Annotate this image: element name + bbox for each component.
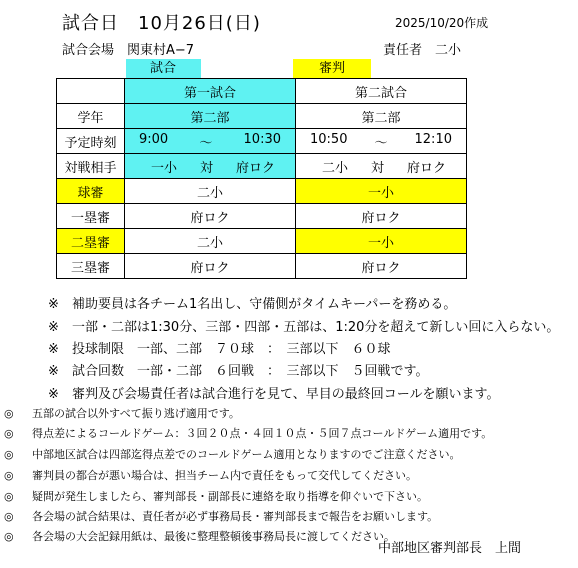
- game2-third-base: 府ロク: [296, 254, 467, 279]
- game1-time-sep: 〜: [199, 135, 213, 151]
- game-tag: 試合: [126, 59, 201, 78]
- note-item: [48, 316, 559, 335]
- created-date: 2025/10/20作成: [395, 16, 489, 30]
- game1-plate-umpire: 二小: [125, 179, 296, 204]
- game1-first-base: 府ロク: [125, 204, 296, 229]
- table-row: [57, 154, 467, 179]
- bullet-mark: ◎: [4, 530, 14, 543]
- bullet-mark: ◎: [4, 407, 14, 420]
- note-text: 審判及び会場責任者は試合進行を見て、早目の最終回コールを願います。: [72, 387, 500, 402]
- row-label-second-base: 二塁審: [57, 229, 125, 254]
- table-row: [57, 254, 467, 279]
- referee-tag: 審判: [293, 59, 371, 78]
- game2-grade: 第二部: [296, 104, 467, 129]
- game2-time-sep: 〜: [374, 135, 388, 151]
- note-mark: ※: [48, 387, 59, 402]
- row-label-time: 予定時刻: [57, 129, 125, 154]
- bullet-item: [4, 508, 438, 524]
- game1-start-time: 9:00: [139, 131, 169, 147]
- bullet-item: [4, 405, 240, 421]
- venue-label: 試合会場 関東村A−7: [62, 43, 195, 58]
- row-label-grade: 学年: [57, 104, 125, 129]
- bullet-text: 審判員の都合が悪い場合は、担当チーム内で責任をもって交代してください。: [32, 469, 417, 482]
- game1-third-base: 府ロク: [125, 254, 296, 279]
- bullet-mark: ◎: [4, 490, 14, 503]
- page-title: 試合日 10月26日(日): [62, 13, 261, 34]
- game2-end-time: 12:10: [414, 131, 452, 147]
- bullet-mark: ◎: [4, 427, 14, 440]
- table-row: [57, 229, 467, 254]
- note-text: 補助要員は各チーム1名出し、守備側がタイムキーパーを務める。: [72, 297, 457, 312]
- game2-opponent: [296, 154, 467, 179]
- bullet-text: 疑問が発生しましたら、審判部長・副部長に連絡を取り指導を仰ぐいで下さい。: [32, 490, 428, 503]
- empty-header-cell: [57, 79, 125, 104]
- game2-team-a: 二小: [322, 160, 349, 176]
- table-header-row: [57, 79, 467, 104]
- bullet-text: 各会場の大会記録用紙は、最後に整理整頓後事務局長に渡してください。: [32, 530, 395, 543]
- bullet-item: [4, 467, 417, 483]
- bullet-text: 中部地区試合は四部迄得点差でのコールドゲーム適用となりますのでご注意ください。: [32, 448, 461, 461]
- row-label-third-base: 三塁審: [57, 254, 125, 279]
- bullet-text: 得点差によるコールドゲーム：３回２０点・４回１０点・５回７点コールドゲーム適用です。: [32, 427, 493, 440]
- game1-vs: 対: [199, 160, 213, 176]
- note-mark: ※: [48, 320, 59, 335]
- game1-time: [125, 129, 296, 154]
- row-label-first-base: 一塁審: [57, 204, 125, 229]
- table-row: [57, 104, 467, 129]
- bullet-mark: ◎: [4, 448, 14, 461]
- bullet-item: [4, 528, 395, 544]
- table-row: [57, 129, 467, 154]
- game2-second-base: 一小: [296, 229, 467, 254]
- signature: 中部地区審判部長 上間: [378, 541, 522, 556]
- game2-start-time: 10:50: [310, 131, 348, 147]
- note-item: [48, 360, 428, 379]
- game2-header: 第二試合: [296, 79, 467, 104]
- game1-end-time: 10:30: [243, 131, 281, 147]
- note-text: 投球制限 一部、二部 ７０球 ： 三部以下 ６０球: [72, 342, 391, 357]
- game1-grade: 第二部: [125, 104, 296, 129]
- game2-team-b: 府ロク: [406, 160, 446, 176]
- game2-first-base: 府ロク: [296, 204, 467, 229]
- game1-team-a: 一小: [151, 160, 178, 176]
- bullet-item: [4, 425, 492, 441]
- game1-opponent: [125, 154, 296, 179]
- bullet-mark: ◎: [4, 510, 14, 523]
- table-row: [57, 204, 467, 229]
- note-text: 試合回数 一部・二部 ６回戦 ： 三部以下 ５回戦です。: [72, 364, 429, 379]
- bullet-text: 五部の試合以外すべて振り逃げ適用です。: [32, 407, 240, 420]
- note-mark: ※: [48, 364, 59, 379]
- note-item: [48, 293, 456, 312]
- game2-plate-umpire: 一小: [296, 179, 467, 204]
- responsible-label: 責任者 二小: [383, 43, 462, 58]
- bullet-text: 各会場の試合結果は、責任者が必ず事務局長・審判部長まで報告をお願いします。: [32, 510, 439, 523]
- note-mark: ※: [48, 297, 59, 312]
- row-label-plate-umpire: 球審: [57, 179, 125, 204]
- game1-header: 第一試合: [125, 79, 296, 104]
- bullet-mark: ◎: [4, 469, 14, 482]
- game2-vs: 対: [370, 160, 384, 176]
- note-text: 一部・二部は1:30分、三部・四部・五部は、1:20分を超えて新しい回に入らない。: [72, 320, 560, 335]
- note-item: [48, 383, 499, 402]
- bullet-item: [4, 446, 461, 462]
- schedule-table: [56, 78, 467, 279]
- game2-time: [296, 129, 467, 154]
- game1-second-base: 二小: [125, 229, 296, 254]
- note-mark: ※: [48, 342, 59, 357]
- game1-team-b: 府ロク: [235, 160, 275, 176]
- table-row: [57, 179, 467, 204]
- note-item: [48, 338, 391, 357]
- row-label-opponent: 対戦相手: [57, 154, 125, 179]
- bullet-item: [4, 488, 428, 504]
